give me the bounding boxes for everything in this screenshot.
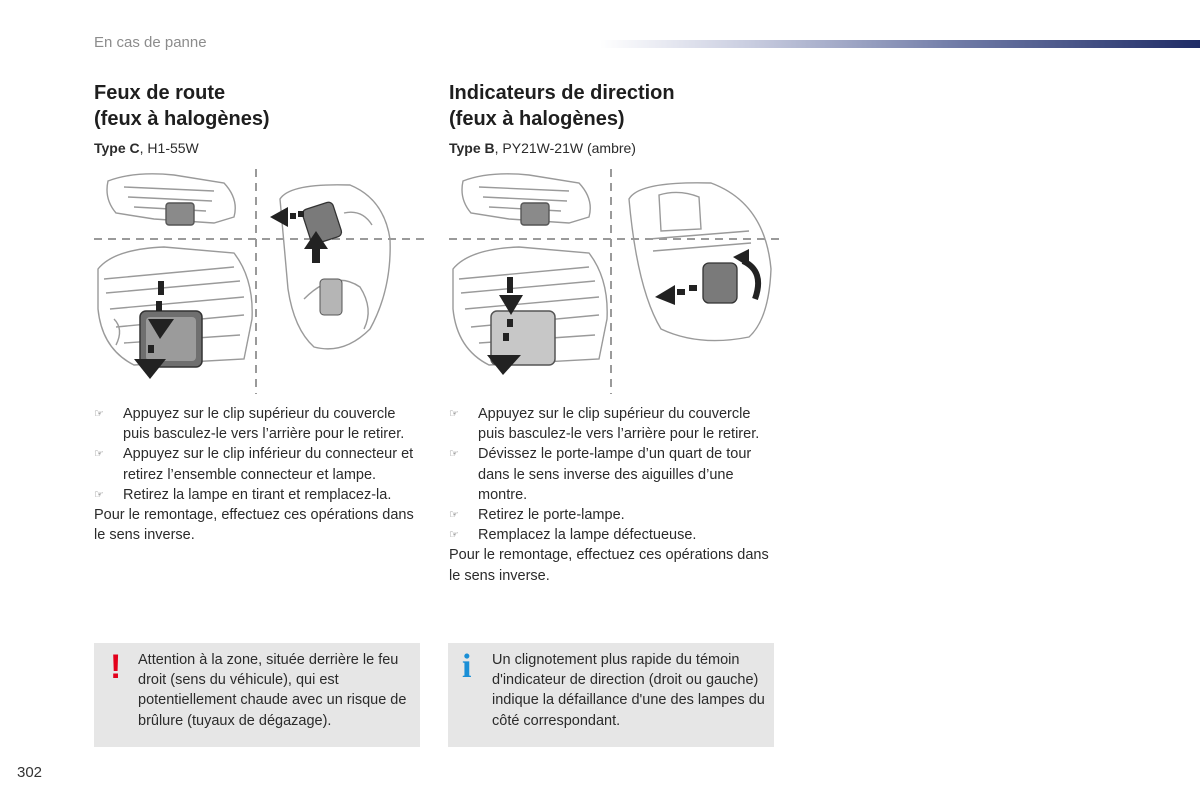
turn-signal-steps xyxy=(449,404,779,545)
section-title: En cas de panne xyxy=(94,34,207,51)
info-box xyxy=(448,643,774,747)
info-text: Un clignotement plus rapide du témoin d'indicateur de direction (droit ou gauche) indique la défaillance d'une des lampes du côté correspondant. xyxy=(492,652,765,729)
step-text: Appuyez sur le clip supérieur du couvercle puis basculez-le vers l’arrière pour le retirer. xyxy=(478,406,760,443)
step-text: Retirez la lampe en tirant et remplacez-la. xyxy=(123,486,392,503)
warning-icon: ! xyxy=(110,648,122,686)
step-text: Remplacez la lampe défectueuse. xyxy=(478,527,697,544)
pointing-hand-icon: ☞ xyxy=(449,448,459,461)
step-text: Dévissez le porte-lampe d’un quart de tour dans le sens inverse des aiguilles d’une montre. xyxy=(478,446,752,503)
step-text: Retirez le porte-lampe. xyxy=(478,507,625,524)
warning-box xyxy=(94,643,420,747)
high-beam-reassembly: Pour le remontage, effectuez ces opérations dans le sens inverse. xyxy=(94,507,414,544)
info-icon: i xyxy=(462,648,472,685)
turn-signal-section xyxy=(449,80,779,586)
high-beam-type xyxy=(94,139,424,157)
pointing-hand-icon: ☞ xyxy=(94,408,104,420)
high-beam-steps xyxy=(94,404,424,505)
pointing-hand-icon: ☞ xyxy=(449,509,459,522)
high-beam-type-label: Type C xyxy=(94,140,140,156)
turn-signal-illustration xyxy=(449,169,779,394)
turn-signal-type-value: , PY21W-21W (ambre) xyxy=(494,140,636,156)
pointing-hand-icon: ☞ xyxy=(94,488,104,501)
list-item xyxy=(449,525,779,545)
step-text: Appuyez sur le clip supérieur du couvercle puis basculez-le vers l’arrière pour le retirer. xyxy=(123,406,405,443)
pointing-hand-icon: ☞ xyxy=(449,529,459,542)
turn-signal-title-line1: Indicateurs de direction xyxy=(449,82,675,104)
list-item xyxy=(449,404,779,444)
turn-signal-type-label: Type B xyxy=(449,140,495,156)
turn-signal-reassembly: Pour le remontage, effectuez ces opérations dans le sens inverse. xyxy=(449,547,769,584)
turn-signal-title-line2: (feux à halogènes) xyxy=(449,108,625,130)
list-item xyxy=(449,505,779,525)
pointing-hand-icon: ☞ xyxy=(94,448,104,461)
high-beam-title-line2: (feux à halogènes) xyxy=(94,108,270,130)
high-beam-type-value: , H1-55W xyxy=(139,140,199,156)
page-number: 302 xyxy=(17,764,43,781)
high-beam-diagram xyxy=(94,169,424,394)
high-beam-section xyxy=(94,80,424,545)
high-beam-title-line1: Feux de route xyxy=(94,82,226,104)
turn-signal-diagram xyxy=(449,169,779,394)
warning-text: Attention à la zone, située derrière le feu droit (sens du véhicule), qui est potentiellement chaude avec un risque de brûlure (tuyaux de dégazage). xyxy=(138,652,407,729)
list-item xyxy=(449,444,779,505)
high-beam-illustration xyxy=(94,169,424,394)
list-item xyxy=(94,444,424,484)
turn-signal-title xyxy=(449,80,779,132)
list-item xyxy=(94,404,424,444)
step-text: Appuyez sur le clip inférieur du connecteur et retirez l’ensemble connecteur et lampe. xyxy=(123,446,414,483)
high-beam-title xyxy=(94,80,424,132)
turn-signal-type xyxy=(449,139,779,157)
list-item xyxy=(94,485,424,505)
header-gradient-bar xyxy=(600,40,1200,48)
pointing-hand-icon: ☞ xyxy=(449,408,459,420)
